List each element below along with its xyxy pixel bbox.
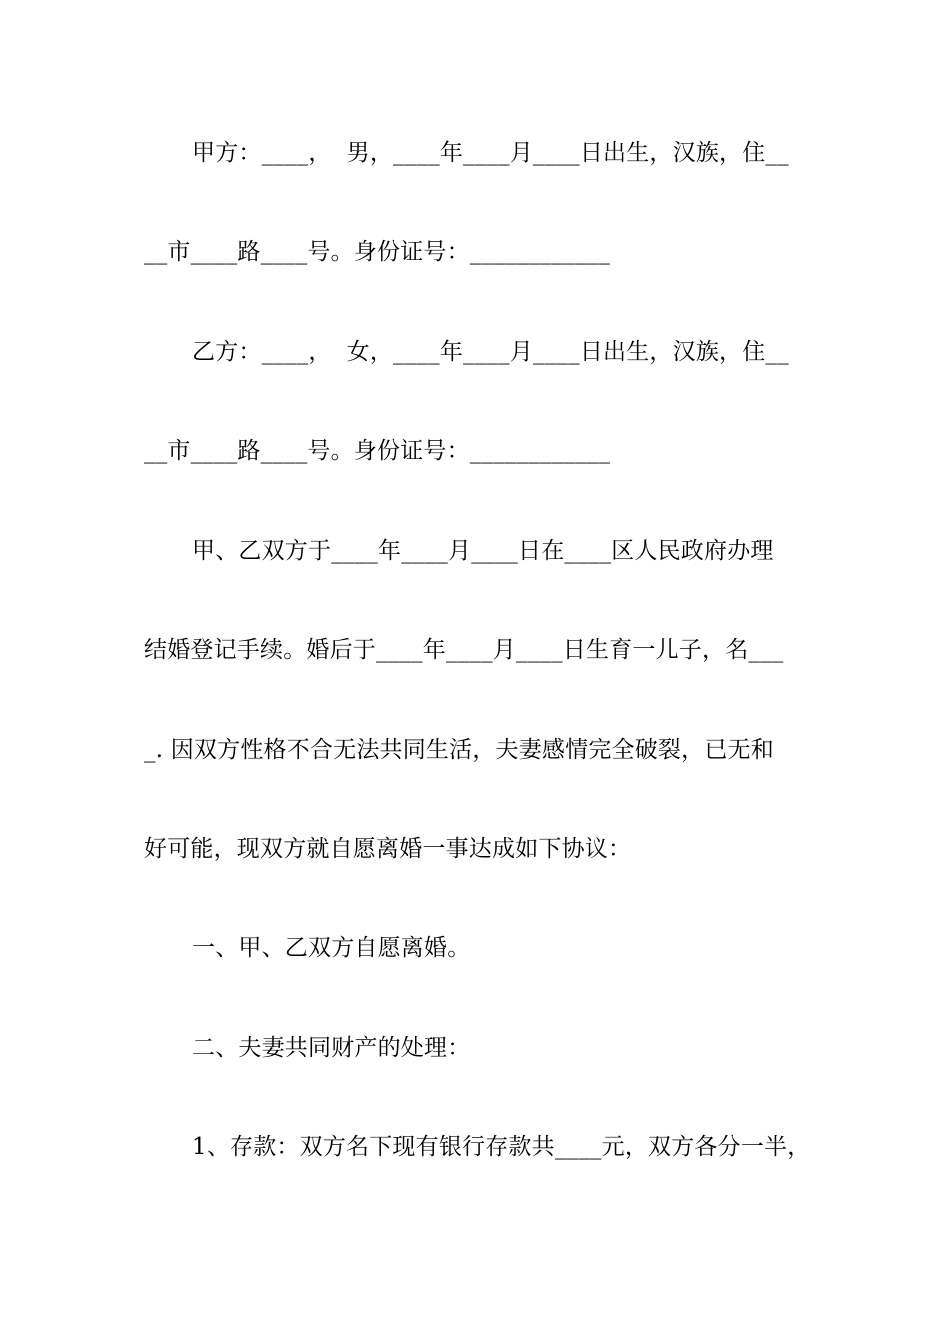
marriage-paragraph-line-1: 甲、乙双方于____年____月____日在____区人民政府办理 <box>192 538 774 564</box>
marriage-paragraph-line-3: _. 因双方性格不合无法共同生活，夫妻感情完全破裂，已无和 <box>144 737 774 763</box>
clause-two-heading: 二、夫妻共同财产的处理： <box>192 1035 471 1061</box>
party-a-line-1: 甲方：____， 男，____年____月____日出生，汉族，住__ <box>192 140 789 166</box>
party-a-line-2: __市____路____号。身份证号：____________ <box>144 239 611 265</box>
marriage-paragraph-line-2: 结婚登记手续。婚后于____年____月____日生育一儿子，名___ <box>144 637 784 663</box>
party-b-line-1: 乙方：____， 女，____年____月____日出生，汉族，住__ <box>192 339 789 365</box>
party-b-line-2: __市____路____号。身份证号：____________ <box>144 438 611 464</box>
clause-one: 一、甲、乙双方自愿离婚。 <box>192 935 471 961</box>
clause-two-item-one: 1、存款：双方名下现有银行存款共____元，双方各分一半， <box>192 1134 811 1160</box>
marriage-paragraph-line-4: 好可能，现双方就自愿离婚一事达成如下协议： <box>144 836 632 862</box>
